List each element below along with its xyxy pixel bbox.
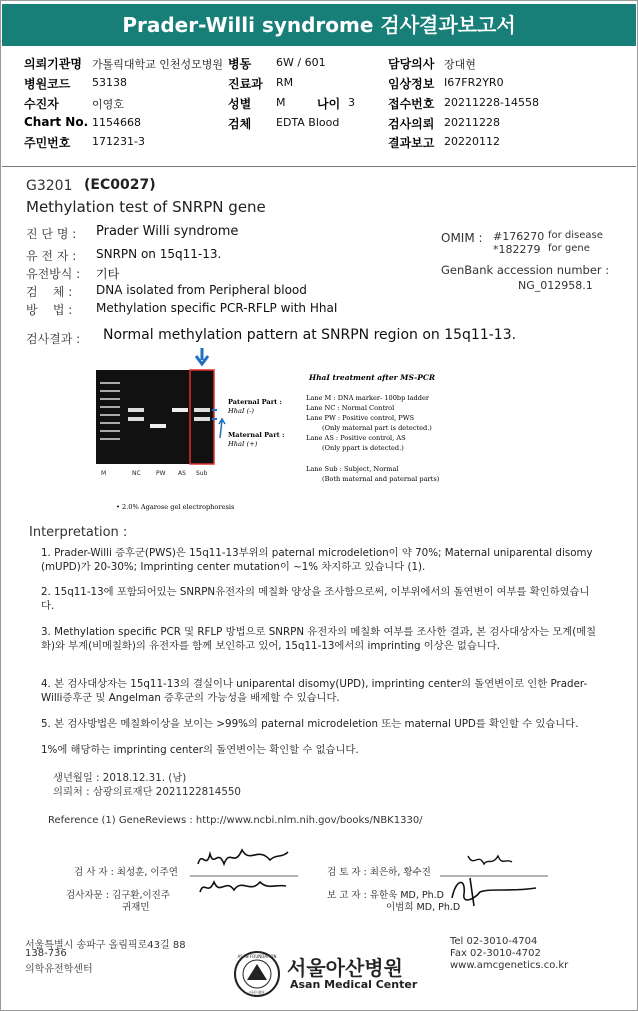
band-nc-maternal bbox=[128, 417, 144, 421]
field-label: 유 전 자 : bbox=[26, 249, 77, 263]
down-arrow-icon bbox=[196, 348, 208, 364]
header-value: 20211228-14558 bbox=[444, 96, 539, 109]
interpretation-item: 1%에 해당하는 imprinting center의 돌연변이는 확인할 수 없습니다. bbox=[41, 744, 359, 756]
diagnosis-value: Prader Willi syndrome bbox=[96, 224, 239, 239]
address-line: 서울특별시 송파구 올림픽로43길 88 bbox=[25, 940, 186, 951]
advisor: 검사자문 : 김구환,이진주 bbox=[66, 890, 171, 901]
reporter: 보 고 자 : 유한욱 MD, Ph.D bbox=[327, 890, 444, 901]
lane-label: NC bbox=[132, 470, 141, 477]
header-label: 병원코드 bbox=[24, 77, 71, 91]
legend-line: Lane AS : Positive control, AS bbox=[306, 434, 406, 442]
reviewer-signature-icon bbox=[440, 848, 550, 910]
header-label: 접수번호 bbox=[388, 97, 435, 111]
header-label: 진료과 bbox=[228, 77, 263, 91]
legend-line: Lane NC : Normal Control bbox=[306, 404, 395, 412]
birth-date: 생년월일 : 2018.12.31. (남) bbox=[53, 772, 187, 784]
header-value: I67FR2YR0 bbox=[444, 76, 504, 89]
header-value: M bbox=[276, 96, 286, 109]
result-value: Normal methylation pattern at SNRPN region on 15q11-13. bbox=[103, 327, 517, 343]
paternal-sub: HhaI (-) bbox=[228, 407, 255, 415]
logo-text: 아산재단 bbox=[249, 990, 265, 995]
band-nc-paternal bbox=[128, 408, 144, 412]
address-line: 의학유전학센터 bbox=[25, 964, 93, 975]
tester-signature-icon bbox=[190, 840, 300, 902]
header-value: 6W / 601 bbox=[276, 56, 326, 69]
maternal-label: Maternal Part : bbox=[228, 431, 285, 439]
omim-desc: for gene bbox=[548, 243, 590, 254]
interpretation-item: 4. 본 검사대상자는 15q11-13의 결실이나 uniparental disomy(UPD), imprinting center의 돌연변이로 인한 Prader-Willi증후군 및 Angelman 증후군의 가능성을 배제할 수 있습니다. bbox=[41, 678, 588, 704]
legend-line: Lane PW : Positive control, PWS bbox=[306, 414, 415, 422]
advisor: 귀재민 bbox=[122, 902, 150, 913]
field-label: 진 단 명 : bbox=[26, 227, 77, 241]
divider bbox=[2, 166, 636, 167]
header-label: 수진자 bbox=[24, 97, 59, 111]
legend-title: HhaI treatment after MS-PCR bbox=[309, 373, 436, 382]
genbank-label: GenBank accession number : bbox=[441, 263, 610, 277]
gel-caption: • 2.0% Agarose gel electrophoresis bbox=[116, 503, 235, 511]
band-sub-paternal bbox=[194, 408, 210, 412]
interpretation-item: 2. 15q11-13에 포함되어있는 SNRPN유전자의 메칠화 양상을 조사함으로써, 이부위에서의 돌연변이 여부를 확인하였습니다. bbox=[41, 586, 590, 612]
logo-text: ASAN FOUNDATION bbox=[237, 954, 277, 959]
header-label: 의뢰기관명 bbox=[24, 57, 82, 71]
interpretation-item: 1. Prader-Willi 증후군(PWS)은 15q11-13부위의 paternal microdeletion이 약 70%; Maternal uniparental disomy (mUPD)가 20-30%; Imprinting center mutation이 ~1% 차지하고 있습니다 (1). bbox=[41, 547, 593, 573]
omim-desc: for disease bbox=[548, 230, 603, 241]
interpretation-item: 3. Methylation specific PCR 및 RFLP 방법으로 SNRPN 유전자의 메칠화 여부를 조사한 결과, 본 검사대상자는 모계(메칠화)와 부계(비메칠화)의 유전자를 함께 보인하고 있어, 15q11-13에서의 imprinting 이상은 없습니다. bbox=[41, 626, 597, 652]
report-title: Prader-Willi syndrome 검사결과보고서 bbox=[2, 4, 636, 46]
legend-line: Lane Sub : Subject, Normal bbox=[306, 465, 399, 473]
genbank-value: NG_012958.1 bbox=[518, 279, 593, 292]
lane-label: M bbox=[101, 470, 107, 477]
gene-value: SNRPN on 15q11-13. bbox=[96, 247, 222, 261]
asan-foundation-logo-icon bbox=[233, 950, 281, 998]
header-value: RM bbox=[276, 76, 294, 89]
interpretation-title: Interpretation : bbox=[29, 525, 128, 540]
hospital-name-kr: 서울아산병원 bbox=[287, 956, 403, 980]
header-value: 이영호 bbox=[92, 98, 124, 111]
age-label: 나이 bbox=[317, 97, 341, 111]
inheritance-value: 기타 bbox=[96, 267, 120, 281]
header-value: 1154668 bbox=[92, 116, 141, 129]
fax: Fax 02-3010-4702 bbox=[450, 948, 541, 959]
specimen-value: DNA isolated from Peripheral blood bbox=[96, 283, 307, 297]
header-label: 담당의사 bbox=[388, 57, 435, 71]
omim-id: *182279 bbox=[493, 243, 541, 256]
band-as bbox=[172, 408, 188, 412]
band-sub-maternal bbox=[194, 417, 210, 421]
legend-line: (Only maternal part is detected.) bbox=[322, 424, 432, 432]
reference: Reference (1) GeneReviews : http://www.ncbi.nlm.nih.gov/books/NBK1330/ bbox=[48, 815, 423, 826]
paternal-label: Paternal Part : bbox=[228, 398, 282, 406]
legend-line: (Only ppart is detected.) bbox=[322, 444, 404, 452]
header-label: 성별 bbox=[228, 97, 252, 111]
legend-line: Lane M : DNA marker- 100bp ladder bbox=[306, 394, 430, 402]
age-value: 3 bbox=[348, 96, 355, 109]
gel-image bbox=[90, 344, 310, 514]
field-label: 방 법 : bbox=[26, 303, 73, 317]
test-name: Methylation test of SNRPN gene bbox=[26, 198, 266, 216]
legend-line: (Both maternal and paternal parts) bbox=[322, 475, 440, 483]
omim-id: #176270 bbox=[493, 230, 545, 243]
header-label: 주민번호 bbox=[24, 136, 71, 150]
band-pw bbox=[150, 424, 166, 428]
maternal-sub: HhaI (+) bbox=[228, 440, 258, 448]
result-label: 검사결과 : bbox=[26, 332, 81, 346]
method-value: Methylation specific PCR-RFLP with HhaI bbox=[96, 301, 338, 315]
website-link[interactable]: www.amcgenetics.co.kr bbox=[450, 960, 569, 971]
header-value: 53138 bbox=[92, 76, 127, 89]
test-code2: (EC0027) bbox=[84, 177, 156, 193]
header-label: 결과보고 bbox=[388, 136, 435, 150]
header-value: 20220112 bbox=[444, 135, 500, 148]
arrow-icon bbox=[219, 419, 225, 438]
header-value: 장대현 bbox=[444, 58, 476, 71]
field-label: 유전방식 : bbox=[26, 267, 81, 281]
header-label: 병동 bbox=[228, 57, 252, 71]
header-value: 가톨릭대학교 인천성모병원 bbox=[92, 58, 224, 71]
lane-label: PW bbox=[156, 470, 166, 477]
reviewer: 검 토 자 : 최은하, 황수진 bbox=[327, 867, 431, 878]
field-label: 검 체 : bbox=[26, 285, 73, 299]
requester: 의뢰처 : 삼광의료재단 2021122814550 bbox=[53, 786, 241, 798]
header-label: 임상정보 bbox=[388, 77, 435, 91]
header-label: 검체 bbox=[228, 117, 252, 131]
omim-label: OMIM : bbox=[441, 231, 483, 245]
header-label: Chart No. bbox=[24, 115, 89, 129]
header-value: EDTA Blood bbox=[276, 116, 340, 129]
address-line: 138-736 bbox=[25, 948, 67, 959]
header-value: 171231-3 bbox=[92, 135, 145, 148]
lane-label: AS bbox=[178, 470, 186, 477]
tel: Tel 02-3010-4704 bbox=[450, 936, 538, 947]
lane-label: Sub bbox=[196, 470, 208, 477]
hospital-name-en: Asan Medical Center bbox=[290, 978, 418, 991]
header-value: 20211228 bbox=[444, 116, 500, 129]
tester: 검 사 자 : 최성훈, 이주연 bbox=[74, 867, 178, 878]
test-code: G3201 bbox=[26, 178, 73, 194]
reporter: 이범희 MD, Ph.D bbox=[386, 902, 461, 913]
header-label: 검사의뢰 bbox=[388, 117, 435, 131]
interpretation-item: 5. 본 검사방법은 메칠화이상을 보이는 >99%의 paternal microdeletion 또는 maternal UPD를 확인할 수 있습니다. bbox=[41, 718, 579, 730]
